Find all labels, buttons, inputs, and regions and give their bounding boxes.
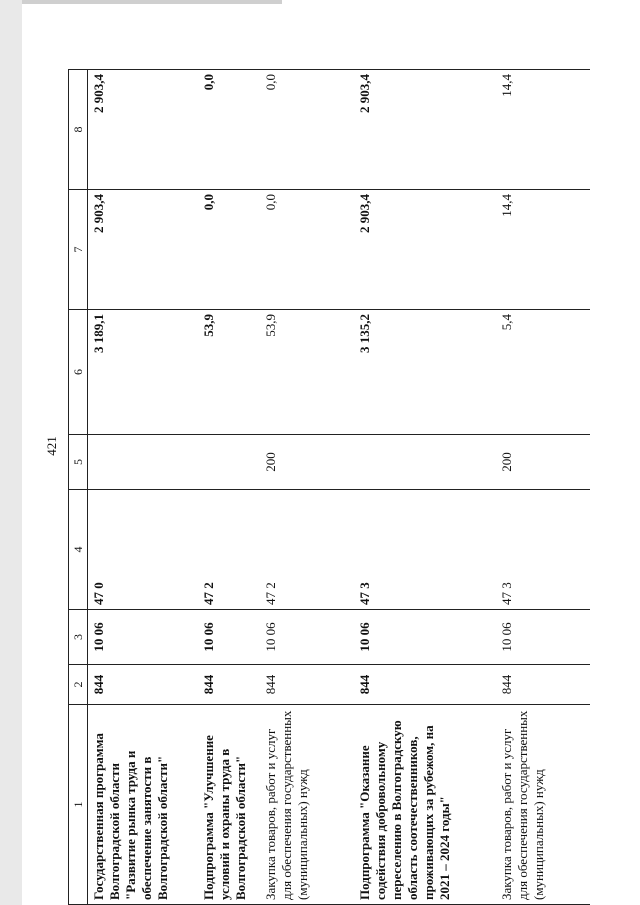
header-col-7: 7 — [69, 190, 88, 310]
row-value-col6: 3 189,1 — [88, 310, 199, 435]
header-col-2: 2 — [69, 665, 88, 705]
header-col-8: 8 — [69, 70, 88, 190]
row-value-col7: 2 903,4 — [354, 190, 496, 310]
header-row — [69, 70, 88, 905]
row-type — [354, 435, 496, 490]
header-col-3: 3 — [69, 610, 88, 665]
header-col-4: 4 — [69, 490, 88, 610]
row-section: 10 06 — [88, 610, 199, 665]
row-type — [88, 435, 199, 490]
row-value-col8: 2 903,4 — [88, 70, 199, 190]
table-row — [260, 70, 354, 905]
scan-edge — [0, 0, 22, 905]
row-value-col8: 2 903,4 — [354, 70, 496, 190]
row-code: 844 — [496, 665, 590, 705]
table-row — [496, 70, 590, 905]
row-code: 844 — [198, 665, 260, 705]
row-target: 47 2 — [260, 490, 354, 610]
row-value-col8: 14,4 — [496, 70, 590, 190]
row-target: 47 0 — [88, 490, 199, 610]
row-value-col6: 53,9 — [198, 310, 260, 435]
row-value-col7: 2 903,4 — [88, 190, 199, 310]
row-section: 10 06 — [496, 610, 590, 665]
header-col-6: 6 — [69, 310, 88, 435]
header-col-1: 1 — [69, 705, 88, 905]
row-value-col7: 14,4 — [496, 190, 590, 310]
row-type: 200 — [496, 435, 590, 490]
row-target: 47 3 — [354, 490, 496, 610]
scan-edge-top — [22, 0, 282, 4]
rotated-page-content — [68, 70, 613, 905]
row-value-col7: 0,0 — [260, 190, 354, 310]
row-value-col8: 0,0 — [198, 70, 260, 190]
row-code: 844 — [88, 665, 199, 705]
row-value-col7: 0,0 — [198, 190, 260, 310]
row-value-col6: 3 135,2 — [354, 310, 496, 435]
row-name: Подпрограмма "Улучшение условий и охраны труда в Волгоградской области" — [198, 705, 260, 905]
table-row — [88, 70, 199, 905]
row-type — [198, 435, 260, 490]
row-value-col6: 5,4 — [496, 310, 590, 435]
row-value-col6: 53,9 — [260, 310, 354, 435]
table-row — [354, 70, 496, 905]
header-col-5: 5 — [69, 435, 88, 490]
row-name: Закупка товаров, работ и услуг для обеспечения государственных (муниципальных) нужд — [260, 705, 354, 905]
row-code: 844 — [354, 665, 496, 705]
row-code: 844 — [260, 665, 354, 705]
table-row — [198, 70, 260, 905]
row-target: 47 2 — [198, 490, 260, 610]
row-section: 10 06 — [260, 610, 354, 665]
row-value-col8: 0,0 — [260, 70, 354, 190]
page-number: 421 — [44, 436, 59, 456]
row-name: Подпрограмма "Оказание содействия добровольному переселению в Волгоградскую область соотечественников, проживающих за рубежом, на 2021 – 2024 годы" — [354, 705, 496, 905]
row-section: 10 06 — [354, 610, 496, 665]
row-section: 10 06 — [198, 610, 260, 665]
row-name: Закупка товаров, работ и услуг для обеспечения государственных (муниципальных) нужд — [496, 705, 590, 905]
row-type: 200 — [260, 435, 354, 490]
budget-table — [68, 69, 590, 905]
row-target: 47 3 — [496, 490, 590, 610]
row-name: Государственная программа Волгоградской области "Развитие рынка труда и обеспечение занятости в Волгоградской области" — [88, 705, 199, 905]
